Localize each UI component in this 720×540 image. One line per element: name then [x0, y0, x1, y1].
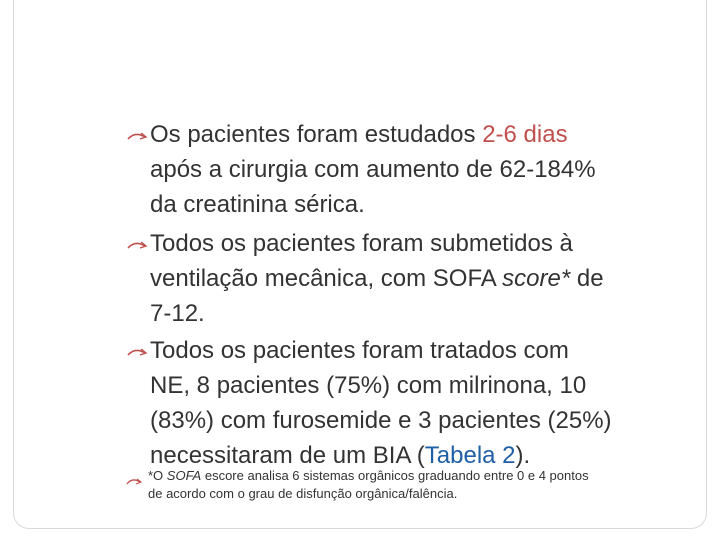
footnote — [118, 467, 718, 503]
bullet-1-line-1-text: Os pacientes foram estudados — [150, 121, 483, 148]
bullet-2-line-2-end: de — [570, 265, 604, 292]
footnote-line-1-start: *O — [148, 468, 167, 483]
bullet-3-line-4-text: necessitaram de um BIA ( — [150, 442, 425, 469]
bullet-3-line-3-text: (83%) com furosemide e 3 pacientes (25%) — [150, 407, 612, 434]
bullet-3-line-4-end: ). — [515, 442, 531, 469]
tabela-2-link[interactable]: Tabela 2 — [424, 442, 516, 469]
curved-arrow-bullet-icon — [118, 333, 148, 368]
curved-arrow-bullet-icon — [118, 117, 148, 152]
footnote-sofa-italic: SOFA — [166, 468, 202, 483]
bullet-2-score-italic: score* — [502, 265, 571, 292]
bullet-3-line-1-text: Todos os pacientes foram tratados com — [150, 337, 569, 364]
bullet-3-line-2-text: NE, 8 pacientes (75%) com milrinona, 10 — [150, 372, 587, 399]
bullet-item-1 — [118, 117, 718, 222]
footnote-line-2: de acordo com o grau de disfunção orgânica/falência. — [148, 486, 458, 501]
bullet-2-line-1-text: Todos os pacientes foram submetidos à — [150, 230, 573, 257]
bullet-item-3 — [118, 333, 718, 473]
bullet-2-line-3-text: 7-12. — [150, 300, 205, 327]
curved-arrow-bullet-icon — [126, 472, 142, 490]
curved-arrow-bullet-icon — [118, 226, 148, 261]
bullet-1-highlight-days: 2-6 dias — [482, 121, 568, 148]
footnote-line-1-end: escore analisa 6 sistemas orgânicos graduando entre 0 e 4 pontos — [201, 468, 589, 483]
bullet-1-line-3-text: da creatinina sérica. — [150, 191, 365, 218]
bullet-2-line-2-text: ventilação mecânica, com SOFA — [150, 265, 503, 292]
bullet-1-line-2-text: após a cirurgia com aumento de 62-184% — [150, 156, 596, 183]
bullet-item-2 — [118, 226, 718, 331]
